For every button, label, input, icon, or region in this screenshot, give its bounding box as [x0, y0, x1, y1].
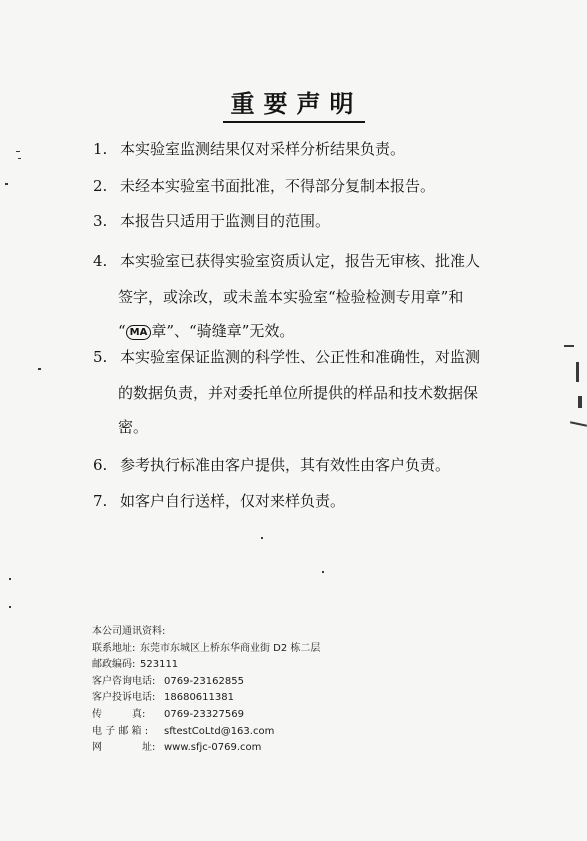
contact-label: 传 真:: [92, 708, 146, 720]
item-number: 6.: [93, 456, 108, 474]
contact-label: 客户咨询电话:: [92, 675, 156, 687]
contact-heading: 本公司通讯资料:: [92, 626, 166, 637]
scan-speck: [16, 151, 20, 152]
item-text: 本实验室已获得实验室资质认定，报告无审核、批准人: [120, 252, 481, 270]
scan-speck: [564, 345, 574, 347]
contact-value: 东莞市东城区上桥东华商业街 D2 栋二层: [140, 642, 321, 654]
contact-label: 联系地址:: [92, 642, 136, 654]
item-text: 如客户自行送样，仅对来样负责。: [120, 492, 346, 510]
contact-value: 523111: [140, 659, 179, 671]
item-text: 参考执行标准由客户提供，其有效性由客户负责。: [120, 456, 451, 474]
contact-value: 0769-23327569: [164, 708, 244, 720]
page-title: [0, 84, 587, 123]
contact-website: [92, 740, 262, 757]
contact-fax: [92, 707, 244, 724]
item-number: 5.: [93, 348, 108, 366]
contact-value: sftestCoLtd@163.com: [164, 725, 275, 737]
scan-speck: [570, 421, 587, 426]
item-number: 3.: [93, 212, 108, 230]
scan-speck: [18, 158, 21, 159]
quote-mark: “: [118, 322, 126, 340]
contact-label: 邮政编码:: [92, 659, 136, 671]
contact-complaint-phone: [92, 690, 234, 707]
scan-speck: [578, 396, 582, 408]
contact-label: 电 子 邮 箱 :: [92, 725, 149, 737]
item-number: 7.: [93, 492, 108, 510]
contact-postcode: [92, 657, 179, 674]
item-number: 1.: [93, 140, 108, 158]
item-text: 本实验室监测结果仅对采样分析结果负责。: [120, 140, 406, 158]
scan-speck: [322, 571, 324, 573]
contact-consult-phone: [92, 674, 244, 691]
scan-speck: [576, 362, 579, 382]
item-number: 2.: [93, 177, 108, 195]
item-text: 本报告只适用于监测目的范围。: [120, 212, 331, 230]
contact-label: 网 址:: [92, 742, 156, 754]
contact-value: 0769-23162855: [164, 675, 244, 687]
contact-value: 18680611381: [164, 692, 234, 704]
item-text: 本实验室保证监测的科学性、公正性和准确性，对监测: [120, 348, 481, 366]
item-text: 未经本实验室书面批准，不得部分复制本报告。: [120, 177, 436, 195]
contact-email: [92, 724, 275, 741]
statement-item-5-line-2: 的数据负责，并对委托单位所提供的样品和技术数据保: [118, 384, 479, 402]
item-number: 4.: [93, 252, 108, 270]
item-text: 章”、“骑缝章”无效。: [151, 322, 295, 340]
contact-info: [92, 624, 321, 757]
statement-item-4-line-2: 签字，或涂改，或未盖本实验室“检验检测专用章”和: [118, 288, 464, 306]
scan-speck: [38, 368, 41, 370]
scan-speck: [5, 183, 8, 185]
contact-label: 客户投诉电话:: [92, 692, 156, 704]
page-title-text: 重要声明: [223, 84, 365, 123]
cma-mark-icon: MA: [126, 325, 152, 340]
scan-speck: [9, 578, 11, 580]
contact-address: [92, 641, 321, 658]
contact-value: www.sfjc-0769.com: [164, 742, 262, 754]
scan-speck: [9, 606, 11, 608]
scan-speck: [261, 537, 263, 539]
statement-item-5-line-3: 密。: [118, 418, 149, 436]
